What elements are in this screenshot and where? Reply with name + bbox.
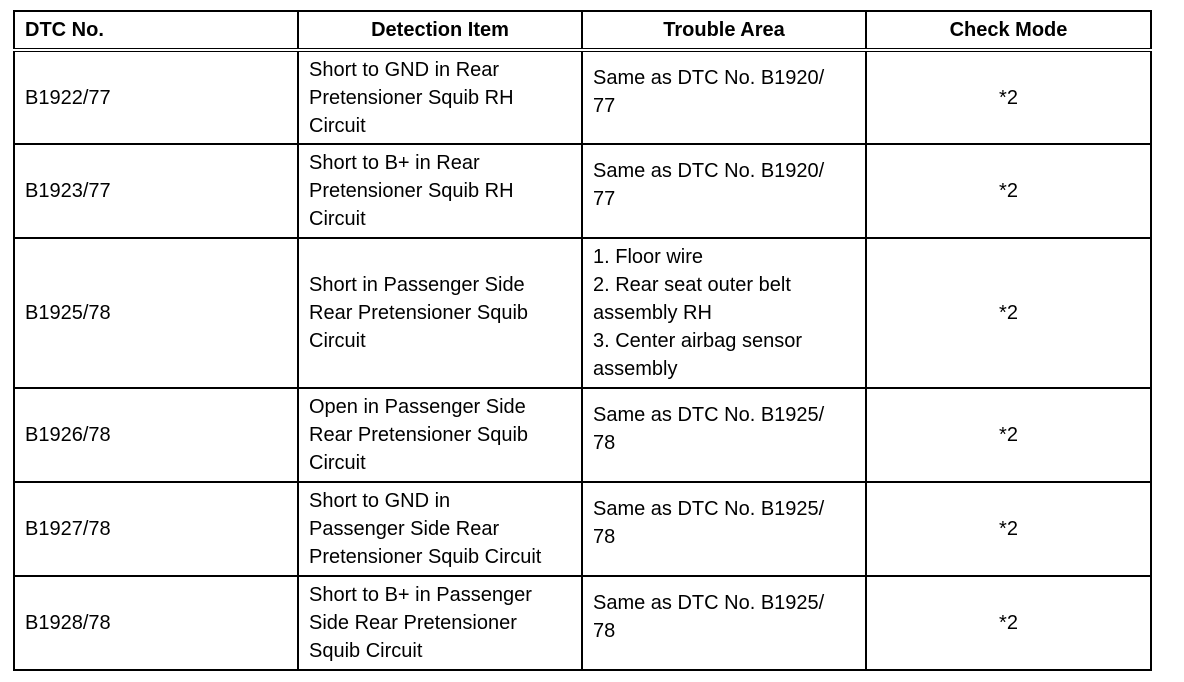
- check-mode: *2: [866, 238, 1151, 388]
- detection-line: Pretensioner Squib RH: [309, 180, 514, 202]
- detection-line: Short to B+ in Passenger: [309, 584, 532, 606]
- trouble-line: 78: [593, 432, 616, 454]
- detection-line: Pretensioner Squib Circuit: [309, 546, 542, 568]
- table-row: [14, 238, 1151, 388]
- trouble-line: Same as DTC No. B1925/: [593, 404, 825, 426]
- detection-line: Circuit: [309, 208, 366, 230]
- dtc-code: B1927/78: [14, 482, 298, 576]
- dtc-code: B1922/77: [14, 50, 298, 144]
- trouble-line: 3. Center airbag sensor: [593, 330, 803, 352]
- detection-line: Pretensioner Squib RH: [309, 86, 514, 109]
- detection-line: Circuit: [309, 452, 366, 474]
- trouble-area: [582, 482, 866, 576]
- detection-item: [298, 238, 582, 388]
- header-check-mode: Check Mode: [866, 11, 1151, 50]
- table-header-row: [14, 11, 1151, 50]
- trouble-area: [582, 388, 866, 482]
- detection-line: Short to GND in Rear: [309, 58, 500, 81]
- detection-line: Rear Pretensioner Squib: [309, 424, 529, 446]
- detection-line: Short in Passenger Side: [309, 274, 525, 296]
- check-mode: *2: [866, 50, 1151, 144]
- dtc-code: B1925/78: [14, 238, 298, 388]
- trouble-line: assembly: [593, 358, 678, 380]
- table-row: [14, 144, 1151, 238]
- detection-item: [298, 144, 582, 238]
- header-dtc-no: DTC No.: [14, 11, 298, 50]
- dtc-code: B1923/77: [14, 144, 298, 238]
- trouble-line: Same as DTC No. B1920/: [593, 160, 825, 182]
- detection-line: Rear Pretensioner Squib: [309, 302, 529, 324]
- trouble-line: 1. Floor wire: [593, 246, 704, 268]
- trouble-area: [582, 238, 866, 388]
- header-detection-item: Detection Item: [298, 11, 582, 50]
- dtc-code: B1926/78: [14, 388, 298, 482]
- detection-item: [298, 576, 582, 670]
- detection-item: [298, 482, 582, 576]
- check-mode: *2: [866, 482, 1151, 576]
- detection-line: Circuit: [309, 330, 366, 352]
- detection-line: Short to B+ in Rear: [309, 152, 480, 174]
- detection-item: [298, 388, 582, 482]
- dtc-table: [13, 10, 1152, 671]
- detection-line: Circuit: [309, 114, 366, 137]
- dtc-code: B1928/78: [14, 576, 298, 670]
- trouble-area: [582, 50, 866, 144]
- trouble-line: 78: [593, 620, 616, 642]
- detection-line: Open in Passenger Side: [309, 396, 526, 418]
- detection-item: [298, 50, 582, 144]
- trouble-line: 77: [593, 188, 616, 210]
- trouble-line: 2. Rear seat outer belt: [593, 274, 791, 296]
- table-row: [14, 576, 1151, 670]
- trouble-line: Same as DTC No. B1925/: [593, 592, 825, 614]
- trouble-area: [582, 576, 866, 670]
- trouble-area: [582, 144, 866, 238]
- check-mode: *2: [866, 576, 1151, 670]
- detection-line: Squib Circuit: [309, 640, 423, 662]
- trouble-line: 77: [593, 95, 616, 117]
- trouble-line: assembly RH: [593, 302, 712, 324]
- detection-line: Short to GND in: [309, 490, 451, 512]
- trouble-line: 78: [593, 526, 616, 548]
- table-row: [14, 50, 1151, 144]
- check-mode: *2: [866, 144, 1151, 238]
- detection-line: Passenger Side Rear: [309, 518, 500, 540]
- table-row: [14, 388, 1151, 482]
- header-trouble-area: Trouble Area: [582, 11, 866, 50]
- trouble-line: Same as DTC No. B1925/: [593, 498, 825, 520]
- detection-line: Side Rear Pretensioner: [309, 612, 517, 634]
- table-row: [14, 482, 1151, 576]
- trouble-line: Same as DTC No. B1920/: [593, 67, 825, 89]
- check-mode: *2: [866, 388, 1151, 482]
